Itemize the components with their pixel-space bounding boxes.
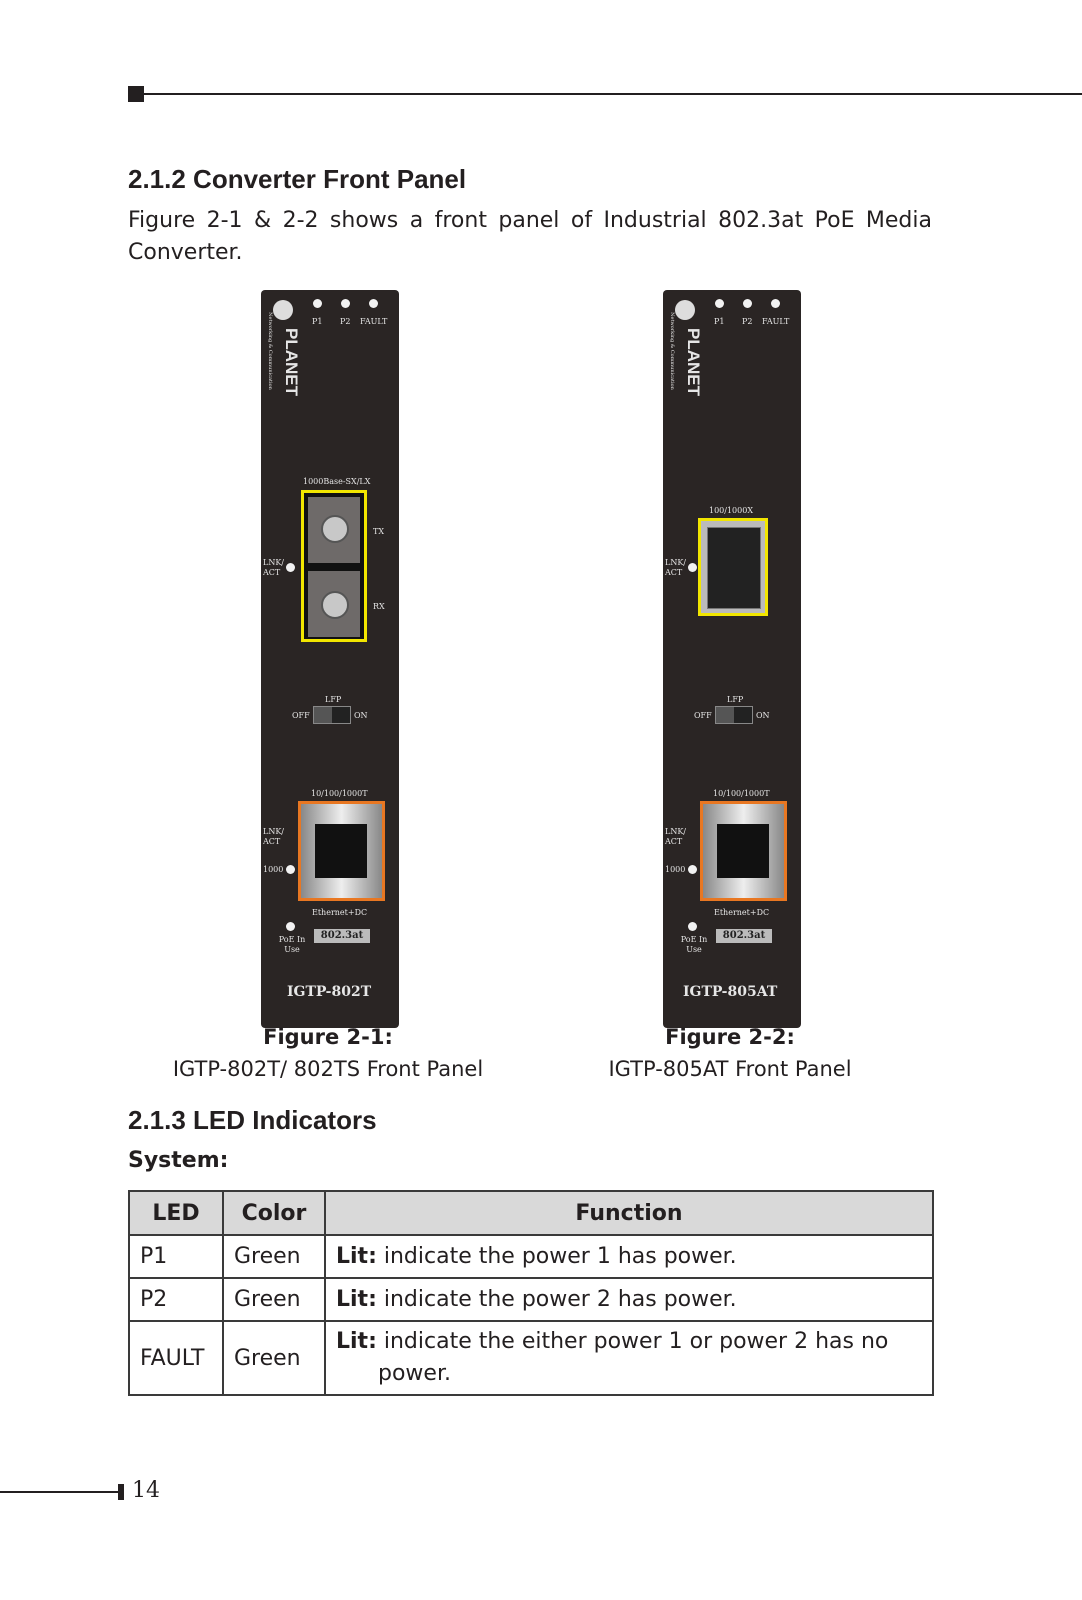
lnk-act-label: LNK/ ACT: [263, 558, 284, 577]
badge-802-3at: 802.3at: [314, 929, 370, 943]
front-panel-igtp-805at: [663, 290, 801, 1028]
header-led: LED: [129, 1191, 223, 1235]
led-p1: [715, 299, 724, 308]
lnk-act-eth-label: LNK/ ACT: [665, 827, 686, 846]
off-label: OFF: [292, 711, 310, 720]
led-lnk-act-fiber: [286, 563, 295, 572]
ethernet-port: [298, 801, 385, 901]
figure-caption-1: [128, 1021, 528, 1085]
function-text: indicate the power 1 has power.: [383, 1244, 737, 1269]
cell-function: [325, 1321, 933, 1395]
header-color: Color: [223, 1191, 325, 1235]
header-rule: [144, 93, 1082, 95]
eth-port-title: 10/100/1000T: [713, 789, 770, 798]
tx-label: TX: [373, 527, 385, 536]
cell-function: [325, 1278, 933, 1321]
function-text: indicate the power 2 has power.: [383, 1287, 737, 1312]
brand-label: PLANET: [282, 328, 301, 396]
planet-logo: [273, 300, 293, 320]
cell-color: Green: [223, 1235, 325, 1278]
brand-label: PLANET: [684, 328, 703, 396]
led-1000: [286, 865, 295, 874]
header-square: [128, 86, 144, 102]
eth-port-title: 10/100/1000T: [311, 789, 368, 798]
eth-dc-label: Ethernet+DC: [312, 908, 368, 917]
led-p1: [313, 299, 322, 308]
brand-sub: Networking & Communication: [668, 312, 675, 390]
led-table: [128, 1190, 934, 1396]
poe-label: PoE In Use: [680, 935, 708, 954]
table-header-row: [129, 1191, 933, 1235]
led-label-fault: FAULT: [360, 317, 388, 326]
function-text: indicate the either power 1 or power 2 has no power.: [378, 1329, 889, 1386]
eth-1000-label: 1000: [263, 865, 284, 874]
led-1000: [688, 865, 697, 874]
lnk-act-eth-label: LNK/ ACT: [263, 827, 284, 846]
header-function: Function: [325, 1191, 933, 1235]
section-title-2-1-2: 2.1.2 Converter Front Panel: [128, 164, 467, 194]
sfp-port: [698, 518, 768, 616]
led-label-p1: P1: [312, 317, 323, 326]
figure-label-2: Figure 2-2:: [665, 1025, 795, 1049]
led-poe: [286, 922, 295, 931]
section-body: Figure 2-1 & 2-2 shows a front panel of Industrial 802.3at PoE Media Converter.: [128, 208, 932, 265]
cell-function: [325, 1235, 933, 1278]
eth-dc-label: Ethernet+DC: [714, 908, 770, 917]
table-row: [129, 1235, 933, 1278]
figure-text-1: IGTP-802T/ 802TS Front Panel: [172, 1057, 484, 1081]
lit-label: Lit:: [336, 1329, 377, 1354]
badge-802-3at: 802.3at: [716, 929, 772, 943]
off-label: OFF: [694, 711, 712, 720]
lfp-switch: [715, 706, 753, 724]
planet-logo: [675, 300, 695, 320]
led-label-p2: P2: [340, 317, 351, 326]
rx-label: RX: [373, 602, 385, 611]
fiber-port-title: 1000Base-SX/LX: [303, 477, 371, 486]
cell-led: FAULT: [129, 1321, 223, 1395]
led-p2: [743, 299, 752, 308]
on-label: ON: [354, 711, 368, 720]
led-p2: [341, 299, 350, 308]
ethernet-port: [700, 801, 787, 901]
model-label: IGTP-805AT: [683, 984, 778, 1000]
cell-led: P2: [129, 1278, 223, 1321]
figure-text-2: IGTP-805AT Front Panel: [608, 1057, 852, 1081]
led-fault: [369, 299, 378, 308]
front-panel-igtp-802t: [261, 290, 399, 1028]
fiber-tx-lens: [321, 515, 349, 543]
cell-color: Green: [223, 1278, 325, 1321]
table-row: [129, 1278, 933, 1321]
brand-sub: Networking & Communication: [266, 312, 273, 390]
lnk-act-label: LNK/ ACT: [665, 558, 686, 577]
led-label-p1: P1: [714, 317, 725, 326]
system-subtitle: System:: [128, 1148, 229, 1173]
sfp-port-title: 100/1000X: [709, 506, 754, 515]
led-lnk-act-sfp: [688, 563, 697, 572]
lfp-label: LFP: [727, 695, 744, 704]
led-label-fault: FAULT: [762, 317, 790, 326]
lfp-label: LFP: [325, 695, 342, 704]
poe-label: PoE In Use: [278, 935, 306, 954]
fiber-port: [301, 490, 367, 642]
model-label: IGTP-802T: [287, 984, 372, 1000]
page-number: 14: [132, 1478, 160, 1503]
section-title-2-1-3: 2.1.3 LED Indicators: [128, 1105, 377, 1135]
led-label-p2: P2: [742, 317, 753, 326]
figure-caption-2: [530, 1021, 930, 1085]
table-row: [129, 1321, 933, 1395]
led-poe: [688, 922, 697, 931]
on-label: ON: [756, 711, 770, 720]
footer-rule: [0, 1491, 118, 1493]
cell-led: P1: [129, 1235, 223, 1278]
cell-color: Green: [223, 1321, 325, 1395]
eth-1000-label: 1000: [665, 865, 686, 874]
figure-label-1: Figure 2-1:: [263, 1025, 393, 1049]
footer-marker: [118, 1484, 124, 1500]
fiber-rx-lens: [321, 591, 349, 619]
lfp-switch: [313, 706, 351, 724]
lit-label: Lit:: [336, 1287, 377, 1312]
led-fault: [771, 299, 780, 308]
lit-label: Lit:: [336, 1244, 377, 1269]
